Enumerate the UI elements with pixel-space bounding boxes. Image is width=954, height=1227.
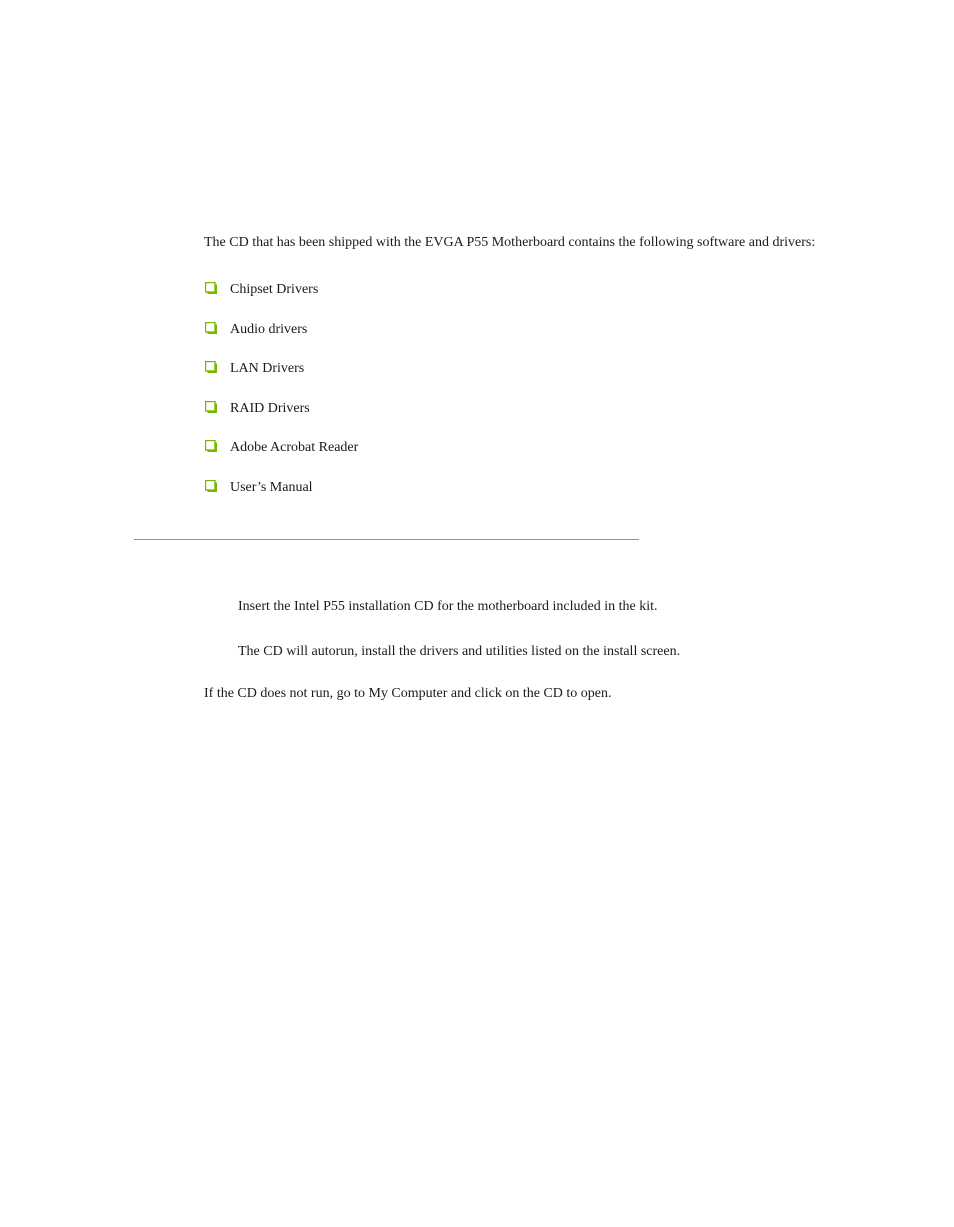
checkbox-square-icon xyxy=(205,322,217,334)
intro-paragraph: The CD that has been shipped with the EVGA P55 Motherboard contains the following software and drivers: xyxy=(204,235,816,250)
checkbox-square-icon xyxy=(205,361,217,373)
checkbox-square-icon xyxy=(205,282,217,294)
checkbox-square-icon xyxy=(205,401,217,413)
list-item-label: Adobe Acrobat Reader xyxy=(230,440,359,456)
checkbox-square-icon xyxy=(205,480,217,492)
list-item-label: Audio drivers xyxy=(230,321,308,337)
list-item-label: LAN Drivers xyxy=(230,361,305,377)
list-item-label: User’s Manual xyxy=(230,479,313,495)
install-step-3: If the CD does not run, go to My Computer and click on the CD to open. xyxy=(204,686,612,701)
checkbox-square-icon xyxy=(205,440,217,452)
list-item-label: Chipset Drivers xyxy=(230,282,319,297)
section-divider xyxy=(134,539,639,540)
install-step-2: The CD will autorun, install the drivers and utilities listed on the install screen. xyxy=(238,644,681,659)
list-item-label: RAID Drivers xyxy=(230,400,310,416)
install-step-1: Insert the Intel P55 installation CD for the motherboard included in the kit. xyxy=(238,599,658,614)
